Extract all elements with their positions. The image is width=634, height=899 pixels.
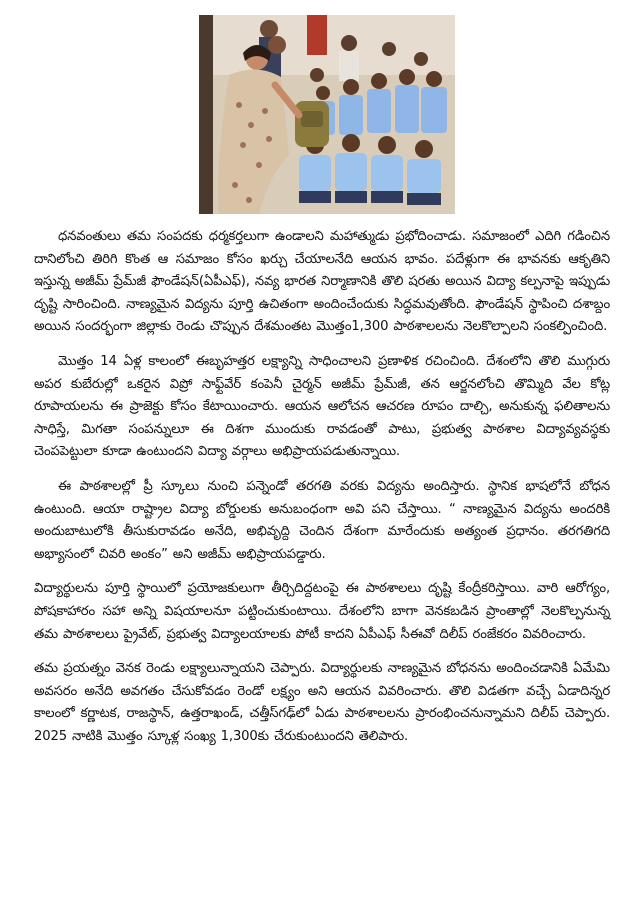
article-paragraph: ధనవంతులు తమ సంపదకు ధర్మకర్తలుగా ఉండాలని మహాత్ముడు ప్రభోదించాడు. సమాజంలో ఎదిగి గడించిన దానిలోంచి తిరిగి కొంత ఆ సమాజం కోసం ఖర్చు చేయాలనేది ఆయన భావం. పదేళ్లుగా ఈ భావనకు ఆకృతిని ఇస్తున్న అజీమ్ ప్రేమ్‌జీ ఫౌండేషన్(ఏపీఎఫ్), నవ్య భారత నిర్మాణానికి తొలి షరతు అయిన విద్యా కల్పనాపై ఇప్పుడు దృష్టి సారించింది. నాణ్యమైన విద్యను పూర్తి ఉచితంగా అందించేందుకు సిద్ధమవుతోంది. ఫౌండేషన్ స్థాపించి దశాబ్దం అయిన సందర్భంగా జిల్లాకు రెండు చొప్పున దేశమంతట మొత్తం1,300 పాఠశాలలను నెలకొల్పాలని సంకల్పించింది. xyxy=(34,229,610,335)
article-body xyxy=(34,226,610,760)
article-photo xyxy=(199,15,455,214)
article-paragraph: విద్యార్థులను పూర్తి స్థాయిలో ప్రయోజకులుగా తీర్చిదిద్దటంపై ఈ పాఠశాలలు దృష్టి కేంద్రీకరిస్తాయి. వారి ఆరోగ్యం, పోషకాహారం సహా అన్ని విషయాలనూ పట్టించుకుంటాయి. దేశంలోని బాగా వెనకబడిన ప్రాంతాల్లో నెలకొల్పనున్న తమ పాఠశాలలు ప్రైవేట్, ప్రభుత్వ విద్యాలయాలకు పోటీ కాదని ఏపీఎఫ్ సీఈవో దిలీప్ రంజేకరం వివరించారు. xyxy=(34,581,610,642)
article-paragraph: తమ ప్రయత్నం వెనక రెండు లక్ష్యాలున్నాయని చెప్పారు. విద్యార్థులకు నాణ్యమైన బోధనను అందించడానికి ఏమేమి అవసరం అనేది అవగతం చేసుకోవడం రెండో లక్ష్యం అని ఆయన వివరించారు. తొలి విడతగా వచ్చే ఏడాదిన్నర కాలంలో కర్ణాటక, రాజస్థాన్, ఉత్తరాఖండ్, చత్తీస్‌గఢ్‌లో ఏడు పాఠశాలలను ప్రారంభించనున్నామని దిలీప్ చెప్పారు. 2025 నాటికి మొత్తం స్కూళ్ల సంఖ్య 1,300కు చేరుకుంటుందని తెలిపారు. xyxy=(34,661,610,744)
article-paragraph: మొత్తం 14 ఏళ్ల కాలంలో ఈబృహత్తర లక్ష్యాన్ని సాధించాలని ప్రణాళిక రచించింది. దేశంలోని తొలి ముగ్గురు అపర కుబేరుల్లో ఒకరైన విప్రో సాఫ్ట్‌వేర్ కంపెనీ చైర్మన్ అజీమ్ ప్రేమ్‌జీ, తన ఆర్జనలోంచి తొమ్మిది వేల కోట్ల రూపాయలను ఈ ప్రాజెక్టు కోసం కేటాయించారు. ఆయన ఆలోచన ఆచరణ రూపం దాల్చి, అనుకున్న ఫలితాలను సాధిస్తే, మిగతా సంపన్నులూ ఈ దిశగా ముందుకు రావడంతో పాటు, ప్రభుత్వ పాఠశాల విద్యావ్యవస్థకు చెంపపెట్టులా కూడా ఉంటుందని విద్యా వర్గాలు అభిప్రాయపడుతున్నాయి. xyxy=(34,353,610,460)
article-paragraph: ఈ పాఠశాలల్లో ప్రీ స్కూలు నుంచి పన్నెండో తరగతి వరకు విద్యను అందిస్తారు. స్థానిక భాషలోనే బోధన ఉంటుంది. ఆయా రాష్ట్రాల విద్యా బోర్డులకు అనుబంధంగా అవి పని చేస్తాయి. “ నాణ్యమైన విద్యను అందరికి అందుబాటులోకి తీసుకురావడం అనేది, అభివృద్ది చెందిన దేశంగా మారేందుకు అత్యంత ప్రధానం. తరగతిగది అభ్యాసంలో చివరి అంకం” అని అజీమ్ అభిప్రాయపడ్డారు. xyxy=(34,478,610,562)
